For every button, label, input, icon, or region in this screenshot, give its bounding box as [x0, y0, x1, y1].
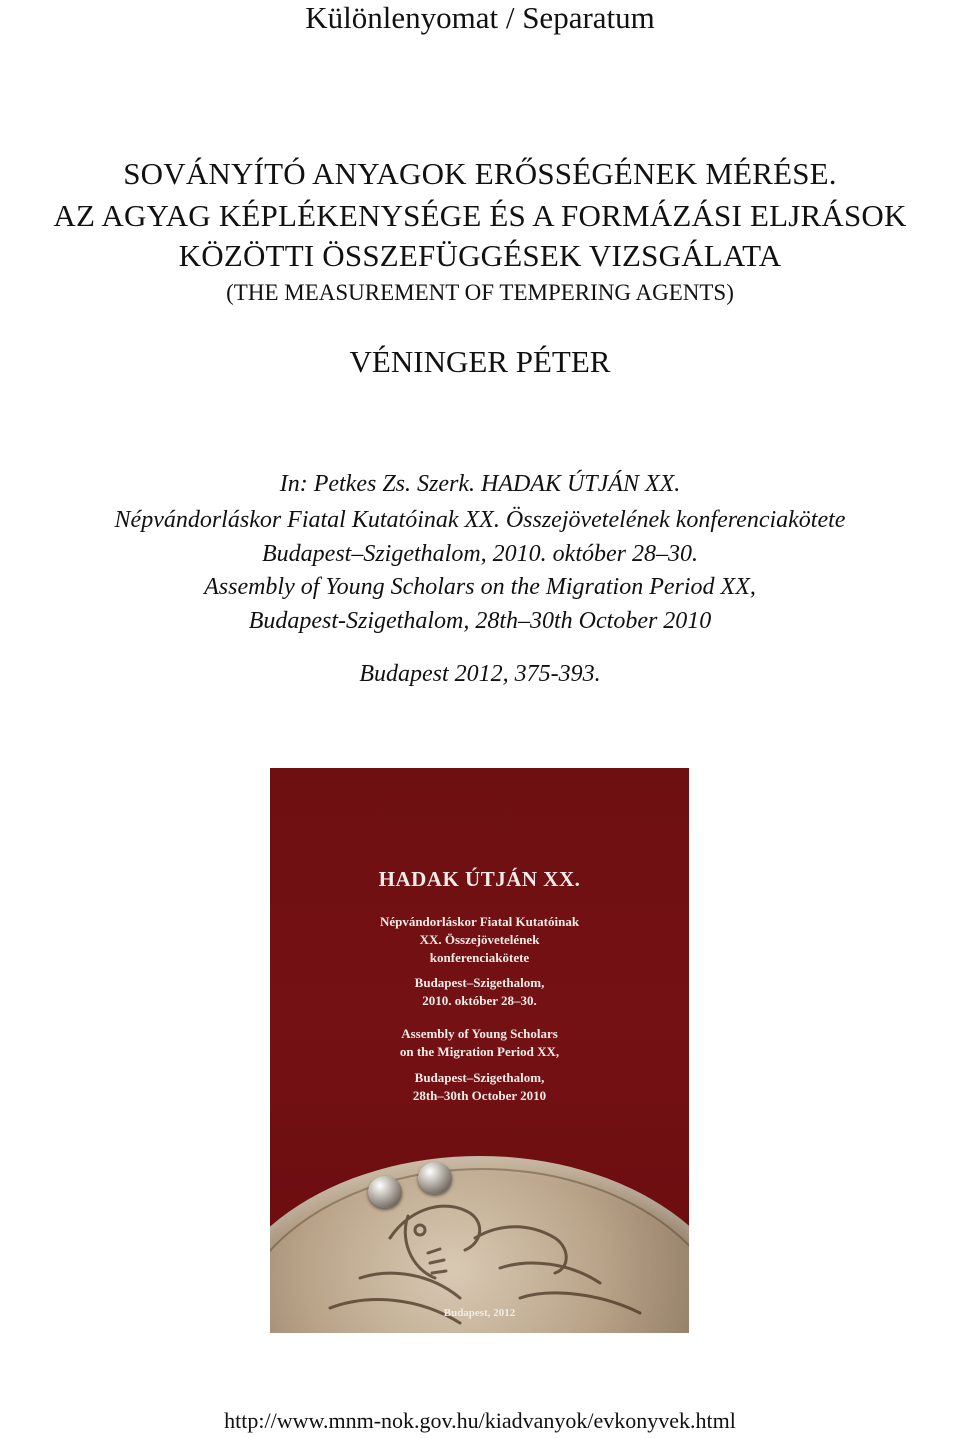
footer-url-link[interactable]: http://www.mnm-nok.gov.hu/kiadvanyok/evkonyvek.html — [224, 1408, 736, 1433]
author-name: VÉNINGER PÉTER — [349, 344, 611, 379]
cover-subtitle-line: on the Migration Period XX, — [399, 1044, 560, 1059]
cover-subtitle-line: Népvándorláskor Fiatal Kutatóinak — [379, 914, 580, 929]
cover-subtitle-line: 28th–30th October 2010 — [412, 1088, 547, 1103]
cover-subtitle-line: XX. Összejövetelének — [419, 932, 540, 947]
separatum-header: Különlenyomat / Separatum — [305, 0, 655, 35]
citation-pages: Budapest 2012, 375-393. — [359, 661, 601, 687]
title-line-3: KÖZÖTTI ÖSSZEFÜGGÉSEK VIZSGÁLATA — [178, 238, 782, 273]
cover-place-year: Budapest, 2012 — [443, 1307, 516, 1319]
citation-line-1: In: Petkes Zs. Szerk. HADAK ÚTJÁN XX. — [279, 471, 681, 497]
title-english: (THE MEASUREMENT OF TEMPERING AGENTS) — [226, 280, 734, 305]
disk-engraving — [270, 768, 689, 1333]
cover-title: HADAK ÚTJÁN XX. — [378, 867, 581, 891]
citation-line-2: Népvándorláskor Fiatal Kutatóinak XX. Összejövetelének konferenciakötete — [114, 507, 846, 533]
cover-subtitle-line: Assembly of Young Scholars — [401, 1026, 558, 1041]
disk-boss — [368, 1176, 402, 1208]
cover-subtitle-line: Budapest–Szigethalom, — [414, 975, 545, 990]
citation-line-5: Budapest-Szigethalom, 28th–30th October 2010 — [248, 608, 712, 634]
disk-boss — [418, 1162, 452, 1194]
title-line-1: SOVÁNYÍTÓ ANYAGOK ERŐSSÉGÉNEK MÉRÉSE. — [123, 156, 837, 191]
citation-line-3: Budapest–Szigethalom, 2010. október 28–30. — [262, 541, 698, 567]
cover-subtitle-line: 2010. október 28–30. — [422, 993, 537, 1008]
cover-subtitle-line: Budapest–Szigethalom, — [414, 1070, 545, 1085]
book-cover-image — [270, 768, 689, 1333]
cover-subtitle-line: konferenciakötete — [429, 950, 530, 965]
title-line-2: AZ AGYAG KÉPLÉKENYSÉGE ÉS A FORMÁZÁSI ELJRÁSOK — [53, 198, 907, 233]
citation-line-4: Assembly of Young Scholars on the Migration Period XX, — [204, 574, 756, 600]
